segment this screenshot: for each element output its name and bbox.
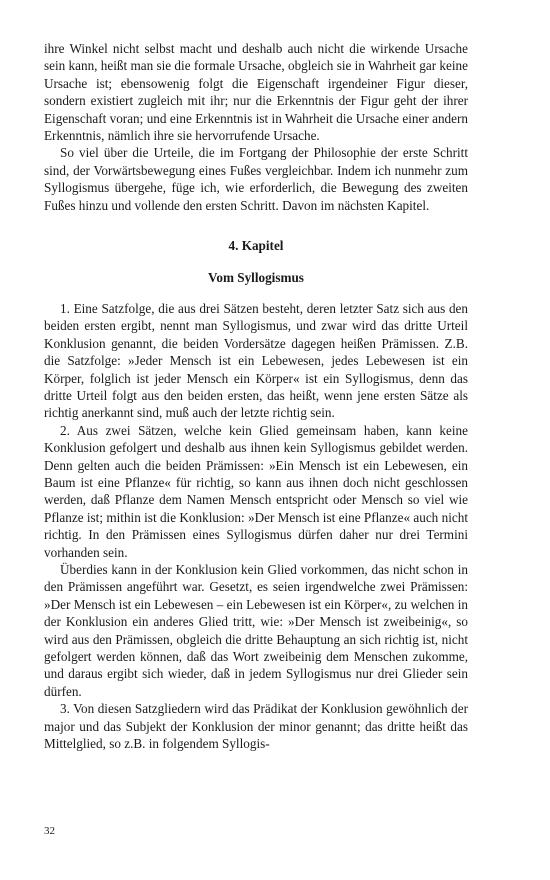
- paragraph-section-3: 3. Von diesen Satzgliedern wird das Prädikat der Konklusion gewöhnlich der major und das Subjekt der Konklusion der minor genannt; das dritte heißt das Mittelglied, so z.B. in folgendem Syllogis-: [44, 701, 468, 752]
- body-text: [44, 40, 468, 752]
- paragraph-section-1: 1. Eine Satzfolge, die aus drei Sätzen besteht, deren letzter Satz sich aus den beiden ersten ergibt, nennt man Syllogismus, und zwar wird das dritte Urteil Konklusion genannt, die beiden Vordersätze dagegen heißen Prämissen. Z.B. die Satzfolge: »Jeder Mensch ist ein Lebewesen, jedes Lebewesen ist ein Körper, folglich ist jeder Mensch ein Körper« ist ein Syllogismus, denn das dritte Urteil folgt aus den beiden ersten, das heißt, wenn jene ersten Sätze als richtig anerkannt sind, muß auch der letzte richtig sein.: [44, 300, 468, 421]
- paragraph-section-2-continued: Überdies kann in der Konklusion kein Glied vorkommen, das nicht schon in den Prämissen angeführt war. Gesetzt, es seien irgendwelche zwei Prämissen: »Der Mensch ist ein Lebewesen – ein Lebewesen ist ein Körper«, zu welchen in der Konklusion ein anderes Glied tritt, wie: »Der Mensch ist zweibeinig«, so wird aus den Prämissen, obgleich die dritte Behauptung an sich richtig ist, nicht gefolgert werden können, daß das Wort zweibeinig dem Menschen zukomme, und daraus ergibt sich wieder, daß in jedem Syllogismus nur drei Glieder sein dürfen.: [44, 561, 468, 699]
- paragraph-intro-summary: So viel über die Urteile, die im Fortgang der Philosophie der erste Schritt sind, der Vorwärtsbewegung eines Fußes vergleichbar. Indem ich nunmehr zum Syllogismus übergehe, füge ich, wie erforderlich, die Bewegung des zweiten Fußes hinzu und vollende den ersten Schritt. Davon im nächsten Kapitel.: [44, 145, 468, 213]
- page-number: 32: [44, 825, 55, 837]
- chapter-title: Vom Syllogismus: [208, 270, 304, 286]
- paragraph-intro-continued: ihre Winkel nicht selbst macht und deshalb auch nicht die wirkende Ursache sein kann, heißt man sie die formale Ursache, obgleich sie in Wahrheit gar keine Ursache ist; ebensowenig folgt die Eigenschaft irgendeiner Figur dieser, sondern existiert zugleich mit ihr; nur die Erkenntnis der Figur geht der ihrer Eigenschaft voran; und eine Erkenntnis ist in Wahrheit die Ursache einer andern Erkenntnis, nämlich ihre sie hervorrufende Ursache.: [44, 41, 468, 144]
- chapter-number: 4. Kapitel: [228, 238, 284, 254]
- paragraph-section-2: 2. Aus zwei Sätzen, welche kein Glied gemeinsam haben, kann keine Konklusion gefolgert und deshalb aus ihnen kein Syllogismus gebildet werden. Denn gelten auch die beiden Prämissen: »Ein Mensch ist ein Lebewesen, ein Baum ist eine Pflanze« für richtig, so kann aus ihnen doch nicht geschlossen werden, daß Pflanze dem Namen Mensch entspricht oder Mensch so viel wie Pflanze ist; mithin ist die Konklusion: »Der Mensch ist eine Pflanze« auch nicht richtig. In den Prämissen eines Syllogismus dürfen daher nur drei Termini vorhanden sein.: [44, 422, 468, 560]
